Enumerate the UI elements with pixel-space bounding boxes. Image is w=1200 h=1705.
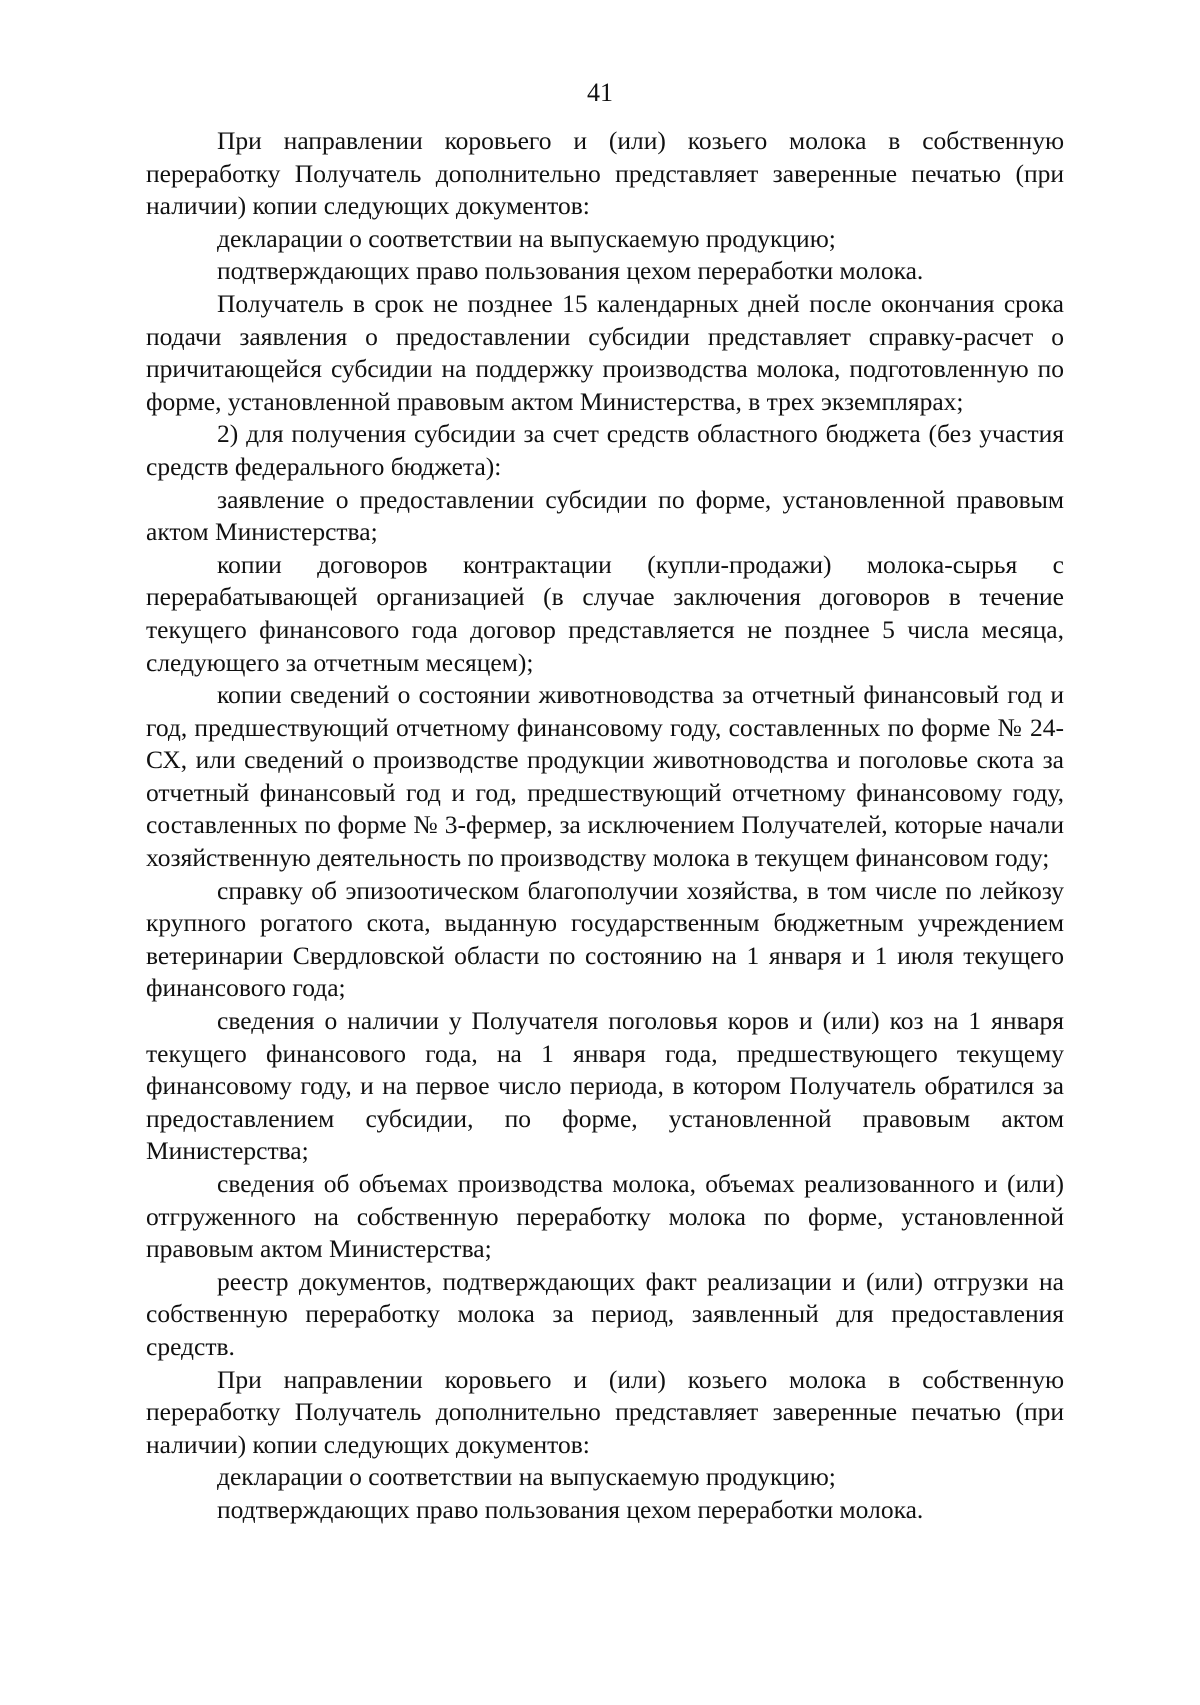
- document-body: [146, 125, 1064, 1527]
- paragraph: сведения о наличии у Получателя поголовья коров и (или) коз на 1 января текущего финансового года, на 1 января года, предшествующего текущему финансовому году, и на первое число периода, в котором Получатель обратился за предоставлением субсидии, по форме, установленной правовым актом Министерства;: [146, 1006, 1064, 1166]
- page-number: 41: [587, 78, 613, 107]
- paragraph: сведения об объемах производства молока, объемах реализованного и (или) отгруженного на собственную переработку молока по форме, установленной правовым актом Министерства;: [146, 1169, 1064, 1264]
- paragraph: При направлении коровьего и (или) козьего молока в собственную переработку Получатель дополнительно представляет заверенные печатью (при наличии) копии следующих документов:: [146, 1364, 1064, 1459]
- paragraph: подтверждающих право пользования цехом переработки молока.: [217, 256, 924, 286]
- paragraph: копии договоров контрактации (купли-продажи) молока-сырья с перерабатывающей организацией (в случае заключения договоров в течение текущего финансового года договор представляется не позднее 5 числа месяца, следующего за отчетным месяцем);: [146, 549, 1064, 677]
- paragraph: справку об эпизоотическом благополучии хозяйства, в том числе по лейкозу крупного рогатого скота, выданную государственным бюджетным учреждением ветеринарии Свердловской области по состоянию на 1 января и 1 июля текущего финансового года;: [146, 875, 1064, 1003]
- paragraph: подтверждающих право пользования цехом переработки молока.: [217, 1494, 924, 1524]
- paragraph: декларации о соответствии на выпускаемую продукцию;: [217, 223, 836, 253]
- paragraph: заявление о предоставлении субсидии по форме, установленной правовым актом Министерства;: [146, 484, 1064, 547]
- paragraph: реестр документов, подтверждающих факт реализации и (или) отгрузки на собственную переработку молока за период, заявленный для предоставления средств.: [146, 1266, 1064, 1361]
- paragraph: декларации о соответствии на выпускаемую продукцию;: [217, 1462, 836, 1492]
- paragraph: копии сведений о состоянии животноводства за отчетный финансовый год и год, предшествующий отчетному финансовому году, составленных по форме № 24-СХ, или сведений о производстве продукции животноводства и поголовье скота за отчетный финансовый год и год, предшествующий отчетному финансовому году, составленных по форме № 3-фермер, за исключением Получателей, которые начали хозяйственную деятельность по производству молока в текущем финансовом году;: [146, 680, 1064, 873]
- paragraph: При направлении коровьего и (или) козьего молока в собственную переработку Получатель дополнительно представляет заверенные печатью (при наличии) копии следующих документов:: [146, 126, 1064, 221]
- paragraph: 2) для получения субсидии за счет средств областного бюджета (без участия средств федерального бюджета):: [146, 419, 1064, 481]
- paragraph: Получатель в срок не позднее 15 календарных дней после окончания срока подачи заявления о предоставлении субсидии представляет справку-расчет о причитающейся субсидии на поддержку производства молока, подготовленную по форме, установленной правовым актом Министерства, в трех экземплярах;: [146, 288, 1064, 416]
